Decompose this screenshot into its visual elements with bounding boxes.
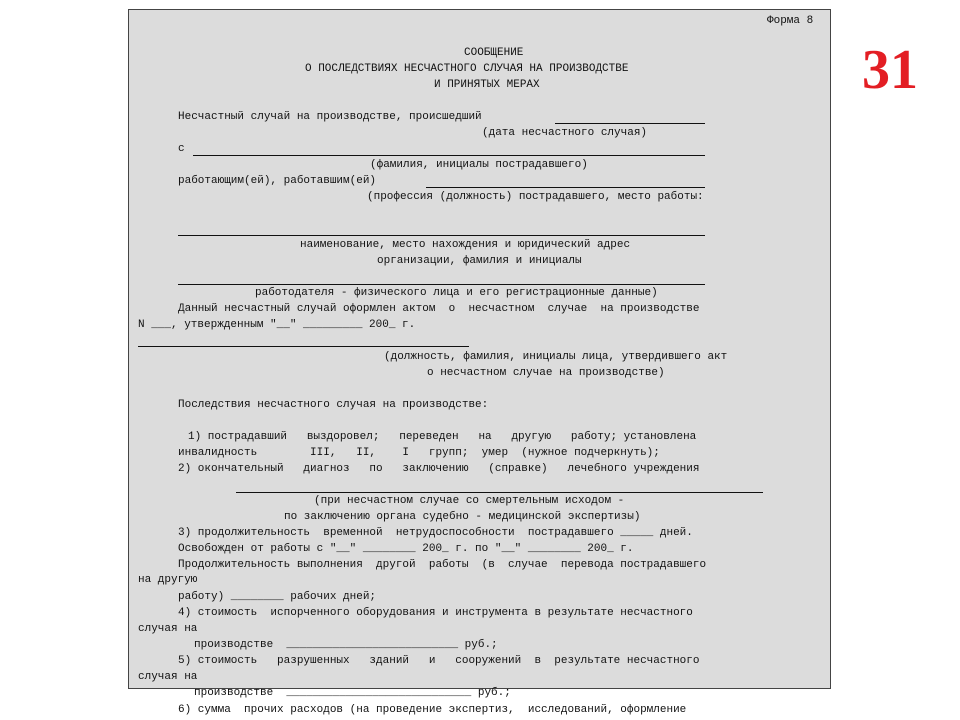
accident-date-caption: (дата несчастного случая) xyxy=(482,127,648,139)
accident-date-label: Несчастный случай на производстве, происшедший xyxy=(178,111,482,123)
approver-caption-2: о несчастном случае на производстве) xyxy=(427,367,665,379)
item-3-line: 3) продолжительность временной нетрудоспособности пострадавшего _____ дней. xyxy=(178,527,693,539)
item-5-line-2: случая на xyxy=(138,671,198,683)
released-line: Освобожден от работы с "__" ________ 200_ г. по "__" ________ 200_ г. xyxy=(178,543,634,555)
diagnosis-caption-2: по заключению органа судебно - медицинской экспертизы) xyxy=(284,511,641,523)
profession-caption: (профессия (должность) пострадавшего, место работы: xyxy=(367,191,704,203)
title-line-1: СООБЩЕНИЕ xyxy=(464,47,524,59)
title-line-2: О ПОСЛЕДСТВИЯХ НЕСЧАСТНОГО СЛУЧАЯ НА ПРОИЗВОДСТВЕ xyxy=(305,63,629,75)
employment-label: работающим(ей), работавшим(ей) xyxy=(178,175,377,187)
item-4-line-3: производстве __________________________ руб.; xyxy=(194,639,498,651)
act-line: Данный несчастный случай оформлен актом о несчастном случае на производстве xyxy=(178,303,700,315)
item-5-line-1: 5) стоимость разрушенных зданий и сооружений в результате несчастного xyxy=(178,655,700,667)
consequences-heading: Последствия несчастного случая на производстве: xyxy=(178,399,489,411)
item-4-line-1: 4) стоимость испорченного оборудования и инструмента в результате несчастного xyxy=(178,607,693,619)
organization-blank xyxy=(178,235,705,236)
diagnosis-blank xyxy=(236,492,763,493)
other-work-line-1: Продолжительность выполнения другой работы (в случае перевода пострадавшего xyxy=(178,559,707,571)
organization-caption-1: наименование, место нахождения и юридический адрес xyxy=(300,239,631,251)
victim-name-caption: (фамилия, инициалы пострадавшего) xyxy=(370,159,588,171)
other-work-line-3: работу) ________ рабочих дней; xyxy=(178,591,377,603)
title-line-3: И ПРИНЯТЫХ МЕРАХ xyxy=(434,79,540,91)
item-1-line-2: инвалидность III, II, I групп; умер (нужное подчеркнуть); xyxy=(178,447,660,459)
approver-caption-1: (должность, фамилия, инициалы лица, утвердившего акт xyxy=(384,351,728,363)
form-label: Форма 8 xyxy=(767,15,814,27)
victim-name-blank xyxy=(193,155,705,156)
other-work-line-2: на другую xyxy=(138,574,198,586)
act-number-line: N ___, утвержденным "__" _________ 200_ г. xyxy=(138,319,416,331)
approver-blank xyxy=(138,346,469,347)
diagnosis-caption-1: (при несчастном случае со смертельным исходом - xyxy=(314,495,625,507)
profession-blank xyxy=(426,187,705,188)
employer-blank xyxy=(178,284,705,285)
organization-caption-2: организации, фамилия и инициалы xyxy=(377,255,582,267)
item-6-line-1: 6) сумма прочих расходов (на проведение экспертиз, исследований, оформление xyxy=(178,704,687,716)
item-2-line: 2) окончательный диагноз по заключению (справке) лечебного учреждения xyxy=(178,463,700,475)
slide-number: 31 xyxy=(862,39,918,101)
accident-date-blank xyxy=(555,123,705,124)
item-5-line-3: производстве ____________________________ руб.; xyxy=(194,687,511,699)
item-4-line-2: случая на xyxy=(138,623,198,635)
item-1-line-1: 1) пострадавший выздоровел; переведен на другую работу; установлена xyxy=(188,431,697,443)
employer-caption: работодателя - физического лица и его регистрационные данные) xyxy=(255,287,658,299)
victim-prefix: с xyxy=(178,143,185,155)
